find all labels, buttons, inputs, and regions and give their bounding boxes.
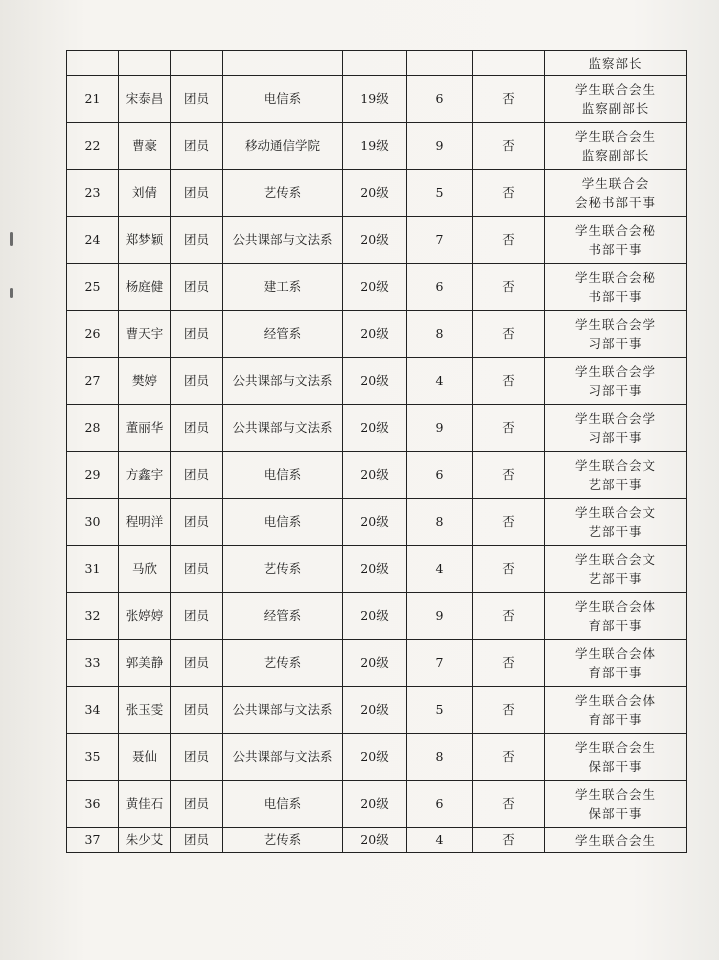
cell-grade: 20级 [343,640,407,687]
role-line: 习部干事 [588,336,643,351]
cell-name: 宋泰昌 [119,76,171,123]
cell-num: 8 [407,311,473,358]
cell-politics: 团员 [171,358,223,405]
cell-role [545,76,687,123]
member-table [66,50,687,853]
cell-num: 4 [407,546,473,593]
table-row-continued [67,51,687,76]
cell-role [545,687,687,734]
cell-grade: 20级 [343,828,407,853]
cell-dept: 电信系 [223,781,343,828]
role-line: 学生联合会生 [574,129,656,144]
cell-politics: 团员 [171,687,223,734]
cell-dept: 移动通信学院 [223,123,343,170]
role-line: 学生联合会体 [574,599,656,614]
cell-flag: 否 [473,687,545,734]
cell-flag: 否 [473,499,545,546]
cell-politics: 团员 [171,76,223,123]
table-row [67,358,687,405]
cell-dept: 艺传系 [223,546,343,593]
cell-grade: 20级 [343,452,407,499]
cell-no: 32 [67,593,119,640]
cell-dept: 公共课部与文法系 [223,358,343,405]
cell-no: 34 [67,687,119,734]
cell-num: 9 [407,123,473,170]
cell-dept: 电信系 [223,452,343,499]
cell-grade: 20级 [343,217,407,264]
cell-name: 程明洋 [119,499,171,546]
cell-flag: 否 [473,593,545,640]
cell-flag: 否 [473,640,545,687]
role-line: 学生联合会秘 [574,270,656,285]
cell-grade: 20级 [343,546,407,593]
table-row [67,76,687,123]
cell-no: 27 [67,358,119,405]
cell-role [545,452,687,499]
cell-dept: 经管系 [223,593,343,640]
role-line: 学生联合会生 [574,740,656,755]
role-line: 学生联合会文 [574,458,656,473]
cell-num: 5 [407,170,473,217]
cell-num: 6 [407,452,473,499]
cell-politics: 团员 [171,546,223,593]
role-line: 学生联合会文 [574,552,656,567]
role-line: 习部干事 [588,383,643,398]
cell-no: 28 [67,405,119,452]
role-line: 学生联合会生 [574,82,656,97]
table-row [67,264,687,311]
cell-name: 朱少艾 [119,828,171,853]
cell-grade [343,51,407,76]
cell-no: 26 [67,311,119,358]
role-line: 育部干事 [588,712,643,727]
role-line: 学生联合会学 [574,317,656,332]
table-row [67,828,687,853]
cell-name: 樊婷 [119,358,171,405]
cell-name: 刘倩 [119,170,171,217]
cell-flag [473,51,545,76]
cell-role [545,51,687,76]
role-line: 学生联合会学 [574,364,656,379]
cell-dept: 艺传系 [223,170,343,217]
cell-num: 5 [407,687,473,734]
table-row [67,405,687,452]
cell-dept: 公共课部与文法系 [223,405,343,452]
cell-num: 4 [407,828,473,853]
table-body [67,51,687,853]
cell-role [545,499,687,546]
role-line: 书部干事 [588,289,643,304]
cell-num: 9 [407,405,473,452]
cell-dept: 电信系 [223,499,343,546]
cell-num: 7 [407,640,473,687]
role-line: 育部干事 [588,618,643,633]
cell-politics: 团员 [171,264,223,311]
cell-num: 6 [407,781,473,828]
role-line: 学生联合会生 [574,787,656,802]
cell-flag: 否 [473,734,545,781]
cell-num: 8 [407,734,473,781]
table-row [67,452,687,499]
role-line: 保部干事 [588,759,643,774]
cell-name: 方鑫宇 [119,452,171,499]
cell-role [545,734,687,781]
cell-name: 聂仙 [119,734,171,781]
cell-no: 25 [67,264,119,311]
role-line: 育部干事 [588,665,643,680]
cell-no: 30 [67,499,119,546]
cell-dept: 公共课部与文法系 [223,687,343,734]
table-row [67,123,687,170]
role-line: 艺部干事 [588,524,643,539]
cell-politics: 团员 [171,734,223,781]
cell-num: 7 [407,217,473,264]
cell-flag: 否 [473,358,545,405]
cell-politics: 团员 [171,499,223,546]
role-line: 监察副部长 [581,101,650,116]
cell-no: 29 [67,452,119,499]
cell-name: 郭美静 [119,640,171,687]
cell-flag: 否 [473,546,545,593]
cell-no: 31 [67,546,119,593]
cell-flag: 否 [473,123,545,170]
cell-no: 23 [67,170,119,217]
cell-flag: 否 [473,76,545,123]
cell-name: 马欣 [119,546,171,593]
cell-name: 张婷婷 [119,593,171,640]
cell-name: 杨庭健 [119,264,171,311]
cell-politics: 团员 [171,170,223,217]
table-row [67,593,687,640]
role-line: 保部干事 [588,806,643,821]
role-line: 艺部干事 [588,571,643,586]
cell-role [545,640,687,687]
role-line: 学生联合会文 [574,505,656,520]
cell-role [545,170,687,217]
role-line: 学生联合会体 [574,693,656,708]
cell-name: 郑梦颖 [119,217,171,264]
cell-num: 6 [407,76,473,123]
cell-role [545,828,687,853]
cell-grade: 20级 [343,358,407,405]
cell-no: 21 [67,76,119,123]
cell-role [545,593,687,640]
cell-no [67,51,119,76]
cell-flag: 否 [473,170,545,217]
cell-grade: 20级 [343,499,407,546]
cell-politics: 团员 [171,405,223,452]
cell-dept: 艺传系 [223,640,343,687]
cell-role [545,405,687,452]
cell-no: 22 [67,123,119,170]
cell-role [545,217,687,264]
table-row [67,217,687,264]
cell-no: 33 [67,640,119,687]
cell-grade: 20级 [343,781,407,828]
cell-flag: 否 [473,311,545,358]
cell-grade: 20级 [343,734,407,781]
table-row [67,311,687,358]
cell-grade: 20级 [343,687,407,734]
cell-grade: 20级 [343,593,407,640]
cell-name: 黄佳石 [119,781,171,828]
role-line: 书部干事 [588,242,643,257]
table-row [67,170,687,217]
cell-dept: 经管系 [223,311,343,358]
role-line: 学生联合会秘 [574,223,656,238]
cell-no: 37 [67,828,119,853]
margin-mark [10,288,13,298]
cell-grade: 20级 [343,311,407,358]
cell-politics: 团员 [171,311,223,358]
cell-politics [171,51,223,76]
cell-politics: 团员 [171,640,223,687]
role-line: 会秘书部干事 [574,195,656,210]
cell-no: 36 [67,781,119,828]
cell-role [545,311,687,358]
table-row [67,687,687,734]
cell-num: 8 [407,499,473,546]
table-row [67,546,687,593]
role-line: 学生联合会学 [574,411,656,426]
cell-flag: 否 [473,405,545,452]
cell-flag: 否 [473,452,545,499]
cell-grade: 20级 [343,264,407,311]
table-row [67,499,687,546]
cell-num [407,51,473,76]
cell-politics: 团员 [171,217,223,264]
cell-grade: 20级 [343,405,407,452]
cell-role [545,264,687,311]
cell-name: 曹豪 [119,123,171,170]
cell-role [545,358,687,405]
cell-dept [223,51,343,76]
cell-grade: 20级 [343,170,407,217]
cell-num: 9 [407,593,473,640]
cell-num: 6 [407,264,473,311]
cell-flag: 否 [473,217,545,264]
table-row [67,781,687,828]
role-line: 艺部干事 [588,477,643,492]
cell-dept: 电信系 [223,76,343,123]
role-line: 监察部长 [588,55,643,71]
role-line: 学生联合会 [581,176,650,191]
cell-grade: 19级 [343,76,407,123]
cell-name [119,51,171,76]
cell-flag: 否 [473,781,545,828]
role-line: 学生联合会体 [574,646,656,661]
cell-politics: 团员 [171,123,223,170]
cell-dept: 建工系 [223,264,343,311]
cell-politics: 团员 [171,828,223,853]
cell-flag: 否 [473,828,545,853]
role-line: 习部干事 [588,430,643,445]
cell-name: 曹天宇 [119,311,171,358]
cell-dept: 艺传系 [223,828,343,853]
margin-mark [10,232,13,246]
cell-role [545,123,687,170]
cell-politics: 团员 [171,781,223,828]
cell-flag: 否 [473,264,545,311]
cell-politics: 团员 [171,452,223,499]
cell-dept: 公共课部与文法系 [223,217,343,264]
role-line: 监察副部长 [581,148,650,163]
cell-role [545,781,687,828]
cell-no: 24 [67,217,119,264]
cell-role [545,546,687,593]
table-row [67,640,687,687]
table-row [67,734,687,781]
cell-name: 张玉雯 [119,687,171,734]
cell-num: 4 [407,358,473,405]
role-line: 学生联合会生 [574,832,656,848]
cell-dept: 公共课部与文法系 [223,734,343,781]
cell-no: 35 [67,734,119,781]
cell-grade: 19级 [343,123,407,170]
cell-politics: 团员 [171,593,223,640]
cell-name: 董丽华 [119,405,171,452]
